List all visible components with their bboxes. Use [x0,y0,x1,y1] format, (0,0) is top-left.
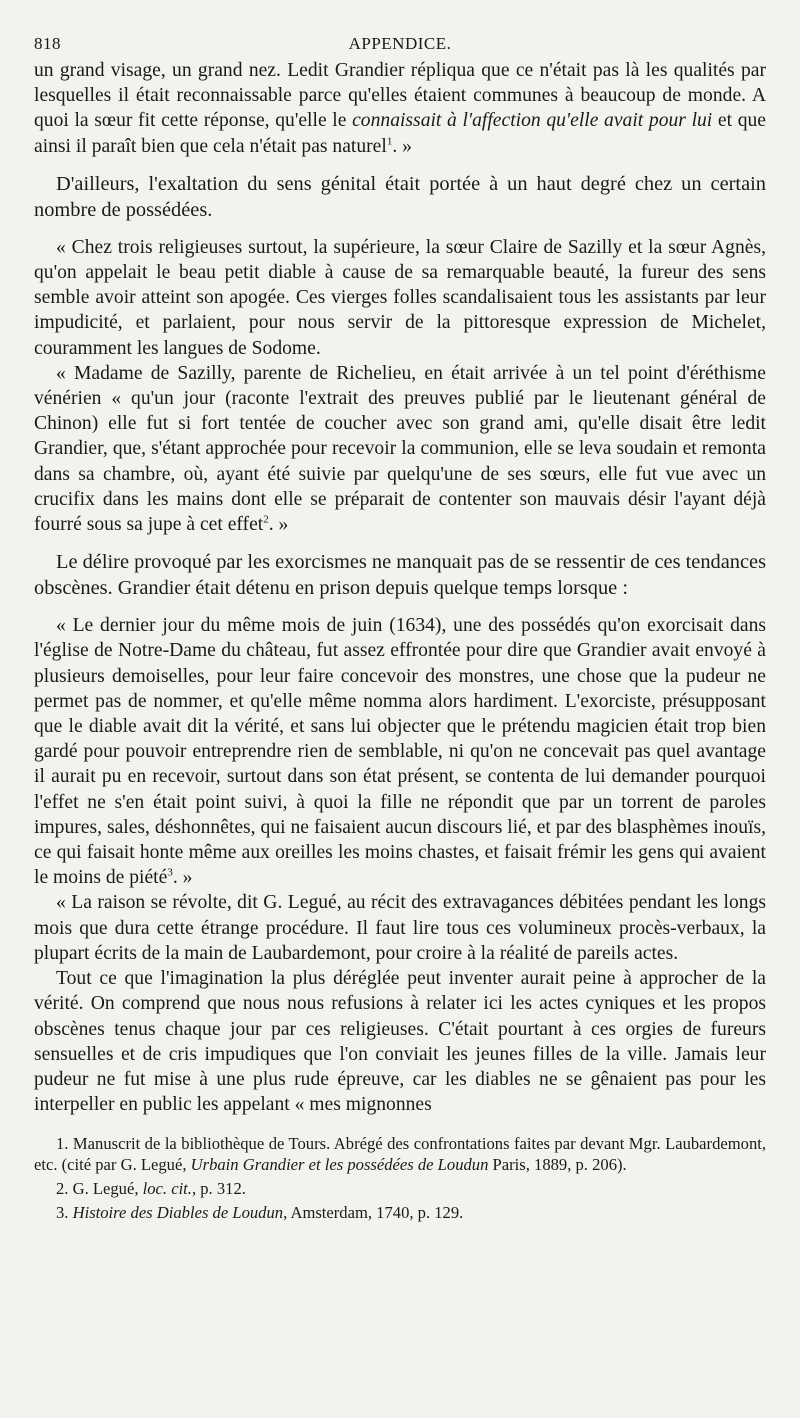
quoted-paragraph: « Le dernier jour du même mois de juin (1634), une des possédés qu'on exorcisait dans l'église de Notre-Dame du château, fut assez effrontée pour dire que Grandier avait envoyé à plusieurs demoiselles, pour leur faire concevoir des monstres, une chose que la pudeur ne permet pas de nommer, et qu'elle même nomma alors hardiment. L'exorciste, présupposant que le diable avait dit la vérité, et sans lui objecter que le prétendu magicien était trop bien gardé pour pouvoir entreprendre rien de semblable, ni qu'on ne concevait pas quel avantage il aurait pu en recevoir, surtout dans son état présent, se contenta de lui demander pourquoi l'effet ne s'en était point suivi, à quoi la fille ne répondit que par un torrent de paroles impures, sales, déshonnêtes, qui ne faisaient aucun discours lié, et par des blasphèmes inouïs, ce qui faisait honte même aux oreilles les moins chastes, et faisait frémir les gens qui avaient le moins de piété$^3$. » [34,615,766,889]
page-number: 818 [34,34,61,53]
quoted-paragraph: « La raison se révolte, dit G. Legué, au récit des extravagances débitées pendant les longs mois que dura cette étrange procédure. Il faut lire tous ces volumineux procès-verbaux, la plupart écrits de la main de Laubardemont, pour croire à la réalité de pareils actes. [34,892,766,964]
paragraph: Le délire provoqué par les exorcismes ne manquait pas de se ressentir de ces tendances obscènes. Grandier était détenu en prison depuis quelque temps lorsque : [34,551,766,600]
running-head [34,30,766,58]
body-text [34,58,766,1117]
footnotes [34,1133,766,1223]
paragraph: un grand visage, un grand nez. Ledit Grandier répliqua que ce n'était pas là les qualités par lesquelles il était reconnaissable parce qu'elles étaient communes à beaucoup de monde. A quoi la sœur fit cette réponse, qu'elle le connaissait à l'affection qu'elle avait pour lui et que ainsi il paraît bien que cela n'était pas naturel$^1$. » [34,60,766,157]
quoted-paragraph: « Madame de Sazilly, parente de Richelieu, en était arrivée à un tel point d'éréthisme vénérien « qu'un jour (raconte l'extrait des preuves publié par le lieutenant général de Chinon) elle fut si fort tentée de coucher avec son grand ami, qu'elle disait être ledit Grandier, que, s'étant approchée pour recevoir la communion, elle se leva soudain et remonta dans sa chambre, où, ayant été suivie par quelqu'une de ses sœurs, elle fut vue avec un crucifix dans les mains dont elle se préparait de contenter son mauvais désir l'ayant déjà fourré sous sa jupe à cet effet$^2$. » [34,362,766,536]
footnote: 1. Manuscrit de la bibliothèque de Tours. Abrégé des confrontations faites par devant Mgr. Laubardemont, etc. (cité par G. Legué, Urbain Grandier et les possédées de Loudun Paris, 1889, p. 206). [34,1134,766,1175]
footnote: 2. G. Legué, loc. cit., p. 312. [56,1179,246,1199]
paragraph: D'ailleurs, l'exaltation du sens génital était portée à un haut degré chez un certain nombre de possédées. [34,172,766,221]
quoted-paragraph: « Chez trois religieuses surtout, la supérieure, la sœur Claire de Sazilly et la sœur Agnès, qu'on appelait le beau petit diable à cause de sa remarquable beauté, la fureur des sens semble avoir atteint son apogée. Ces vierges folles scandalisaient tous les assistants par leur impudicité, et parlaient, pour nous servir de la pittoresque expression de Michelet, couramment les langues de Sodome. [34,236,766,359]
footnote: 3. Histoire des Diables de Loudun, Amsterdam, 1740, p. 129. [56,1203,464,1223]
quoted-paragraph: Tout ce que l'imagination la plus déréglée peut inventer aurait peine à approcher de la vérité. On comprend que nous nous refusions à relater ici les actes cyniques et les propos obscènes tenus chaque jour par ces religieuses. C'était pourtant à ces orgies de fureurs sensuelles et de cris impudiques que l'on conviait les jeunes filles de la ville. Jamais leur pudeur ne fut mise à une plus rude épreuve, car les diables ne se gênaient pas pour les interpeller en public les appelant « mes mignonnes [34,968,766,1116]
running-title: APPENDICE. [348,34,452,53]
